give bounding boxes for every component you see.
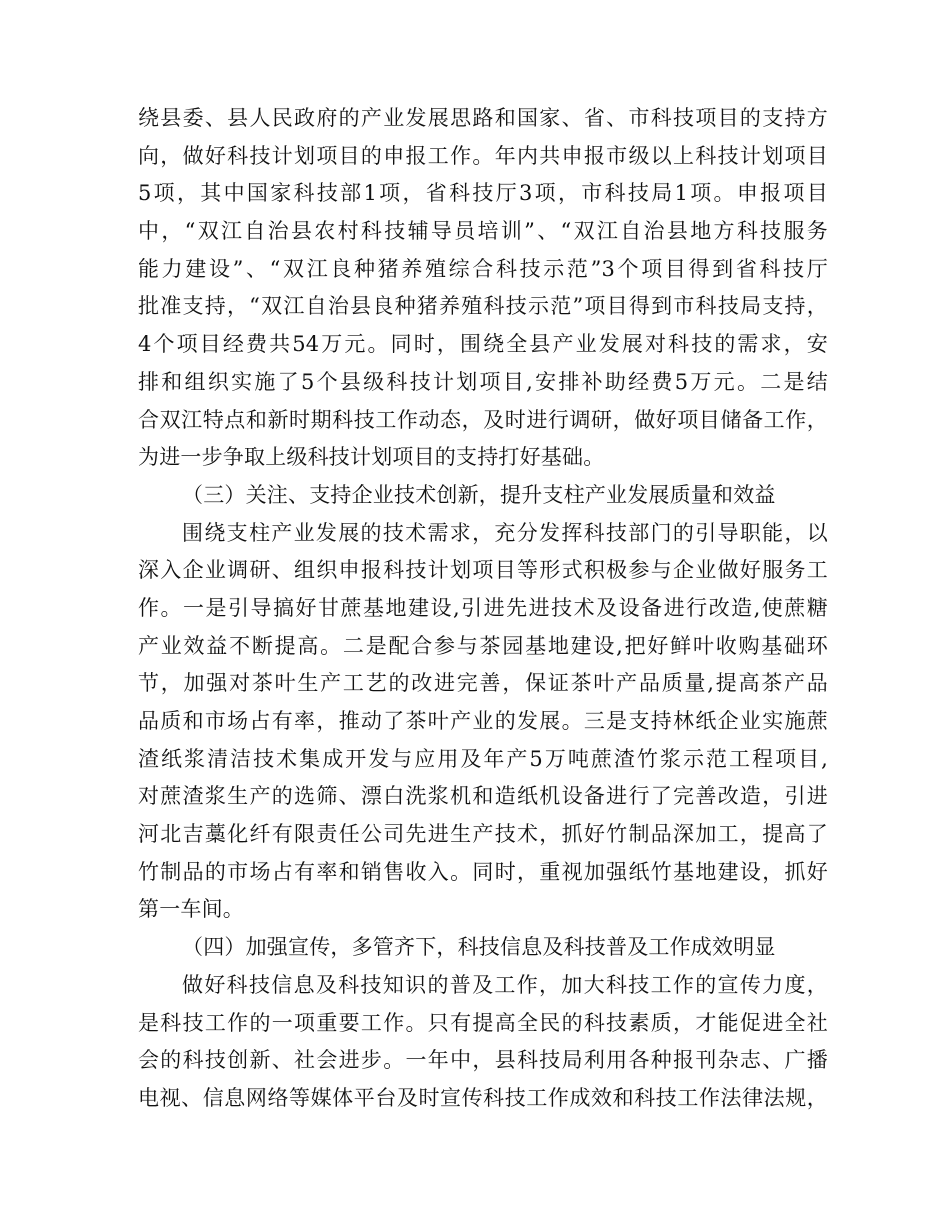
paragraph-line: 排和组织实施了5个县级科技计划项目,安排补助经费5万元。二是结 xyxy=(138,369,828,394)
paragraph-line: 产业效益不断提高。二是配合参与茶园基地建设,把好鲜叶收购基础环 xyxy=(138,633,828,658)
paragraph-line: 向，做好科技计划项目的申报工作。年内共申报市级以上科技计划项目 xyxy=(138,143,828,168)
paragraph-line: 中，“双江自治县农村科技辅导员培训”、“双江自治县地方科技服务 xyxy=(138,219,828,244)
paragraph-line: 深入企业调研、组织申报科技计划项目等形式积极参与企业做好服务工 xyxy=(138,558,828,583)
paragraph-line: 为进一步争取上级科技计划项目的支持打好基础。 xyxy=(138,445,605,470)
paragraph-line: 是科技工作的一项重要工作。只有提高全民的科技素质，才能促进全社 xyxy=(138,1010,828,1035)
paragraph-line: 第一车间。 xyxy=(138,897,244,922)
paragraph-line: 能力建设”、“双江良种猪养殖综合科技示范”3个项目得到省科技厅 xyxy=(138,256,828,281)
paragraph-line: 渣纸浆清洁技术集成开发与应用及年产5万吨蔗渣竹浆示范工程项目, xyxy=(138,746,828,771)
document-body xyxy=(138,100,828,1118)
paragraph-line: 5项，其中国家科技部1项，省科技厅3项，市科技局1项。申报项目 xyxy=(138,181,828,206)
paragraph-line: 电视、信息网络等媒体平台及时宣传科技工作成效和科技工作法律法规， xyxy=(138,1085,828,1110)
paragraph-line: 会的科技创新、社会进步。一年中，县科技局利用各种报刊杂志、广播 xyxy=(138,1048,828,1073)
section-heading: （四）加强宣传，多管齐下，科技信息及科技普及工作成效明显 xyxy=(182,935,776,960)
paragraph-line: 合双江特点和新时期科技工作动态，及时进行调研，做好项目储备工作， xyxy=(138,407,828,432)
paragraph-line: 做好科技信息及科技知识的普及工作，加大科技工作的宣传力度， xyxy=(182,972,828,997)
paragraph-line: 4个项目经费共54万元。同时，围绕全县产业发展对科技的需求，安 xyxy=(138,332,828,357)
paragraph-line: 作。一是引导搞好甘蔗基地建设,引进先进技术及设备进行改造,使蔗糖 xyxy=(138,595,828,620)
paragraph-line: 批准支持，“双江自治县良种猪养殖科技示范”项目得到市科技局支持， xyxy=(138,294,828,319)
section-heading: （三）关注、支持企业技术创新，提升支柱产业发展质量和效益 xyxy=(182,482,776,507)
paragraph-line: 绕县委、县人民政府的产业发展思路和国家、省、市科技项目的支持方 xyxy=(138,106,828,130)
paragraph-line: 对蔗渣浆生产的选筛、漂白洗浆机和造纸机设备进行了完善改造，引进 xyxy=(138,784,828,809)
paragraph-line: 河北吉藁化纤有限责任公司先进生产技术，抓好竹制品深加工，提高了 xyxy=(138,822,828,847)
paragraph-line: 围绕支柱产业发展的技术需求，充分发挥科技部门的引导职能，以 xyxy=(182,520,828,545)
paragraph-line: 节，加强对茶叶生产工艺的改进完善，保证茶叶产品质量,提高茶产品 xyxy=(138,671,828,696)
paragraph-line: 竹制品的市场占有率和销售收入。同时，重视加强纸竹基地建设，抓好 xyxy=(138,859,828,884)
paragraph-line: 品质和市场占有率，推动了茶叶产业的发展。三是支持林纸企业实施蔗 xyxy=(138,709,828,733)
